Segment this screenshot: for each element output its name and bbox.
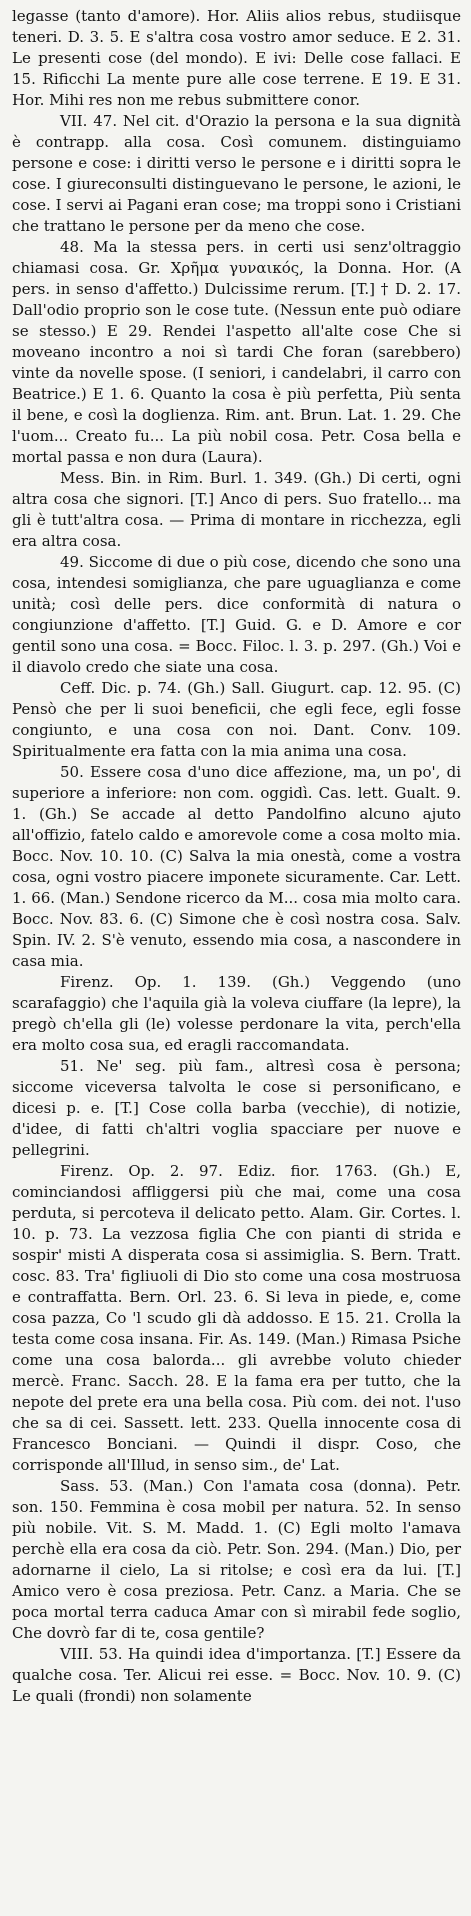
- entry-paragraph-continuation: legasse (tanto d'amore). Hor. Aliis alios rebus, studiisque teneri. D. 3. 5. E s'altra cosa vostro amor seduce. E 2. 31. Le presenti cose (del mondo). E ivi: Delle cose fallaci. E 15. Rificchi La mente pure alle cose terrene. E 19. E 31. Hor. Mihi res non me rebus submittere conor.: [12, 7, 461, 109]
- entry-paragraph-49: 49. Siccome di due o più cose, dicendo che sono una cosa, intendesi somiglianza, che pare uguaglianza e come unità; così delle pers. dice conformità di natura o congiunzione d'affetto. [T.] Guid. G. e D. Amore e cor gentil sono una cosa. = Bocc. Filoc. l. 3. p. 297. (Gh.) Voi e il diavolo credo che siate una cosa.: [12, 553, 461, 676]
- entry-paragraph-48: 48. Ma la stessa pers. in certi usi senz'oltraggio chiamasi cosa. Gr. Χρῆμα γυναικός, la Donna. Hor. (A pers. in senso d'affetto.) Dulcissime rerum. [T.] † D. 2. 17. Dall'odio proprio son le cose tute. (Nessun ente può odiare se stesso.) E 29. Rendei l'aspetto all'alte cose Che si moveano incontro a noi sì tardi Che foran (sarebbero) vinte da novelle spose. (I seniori, i candelabri, il carro con Beatrice.) E 1. 6. Quanto la cosa è più perfetta, Più senta il bene, e così la doglienza. Rim. ant. Brun. Lat. 1. 29. Che l'uom... Creato fu... La più nobil cosa. Petr. Cosa bella e mortal passa e non dura (Laura).: [12, 238, 461, 466]
- entry-paragraph-section-vii-47: VII. 47. Nel cit. d'Orazio la persona e la sua dignità è contrapp. alla cosa. Così comunem. distinguiamo persone e cose: i diritti verso le persone e i diritti sopra le cose. I giureconsulti distinguevano le persone, le azioni, le cose. I servi ai Pagani eran cose; ma troppi sono i Cristiani che trattano le persone per da meno che cose.: [12, 112, 461, 235]
- entry-paragraph-49-citation: Ceff. Dic. p. 74. (Gh.) Sall. Giugurt. cap. 12. 95. (C) Pensò che per li suoi beneficii, che egli fece, egli fosse congiunto, e una cosa con noi. Dant. Conv. 109. Spiritualmente era fatta con la mia anima una cosa.: [12, 679, 461, 760]
- entry-paragraph-51: 51. Ne' seg. più fam., altresì cosa è persona; siccome viceversa talvolta le cose si personificano, e dicesi p. e. [T.] Cose colla barba (vecchie), di notizie, d'idee, di fatti ch'altri voglia spacciare per nuove e pellegrini.: [12, 1057, 461, 1159]
- entry-paragraph-51-citation: Firenz. Op. 2. 97. Ediz. fior. 1763. (Gh.) E, cominciandosi affliggersi più che mai, come una cosa perduta, si percoteva il delicato petto. Alam. Gir. Cortes. l. 10. p. 73. La vezzosa figlia Che con pianti di strida e sospir' misti A disperata cosa si assimiglia. S. Bern. Tratt. cosc. 83. Tra' figliuoli di Dio sto come una cosa mostruosa e contraffatta. Bern. Orl. 23. 6. Si leva in piede, e, come cosa pazza, Co 'l scudo gli dà addosso. E 15. 21. Crolla la testa come cosa insana. Fir. As. 149. (Man.) Rimasa Psiche come una cosa balorda... gli avrebbe voluto chieder mercè. Franc. Sacch. 28. E la fama era per tutto, che la nepote del prete era una bella cosa. Più com. dei not. l'uso che sa di cei. Sassett. lett. 233. Quella innocente cosa di Francesco Bonciani. — Quindi il dispr. Coso, che corrisponde all'Illud, in senso sim., de' Lat.: [12, 1162, 461, 1474]
- entry-paragraph-48-citation: Mess. Bin. in Rim. Burl. 1. 349. (Gh.) Di certi, ogni altra cosa che signori. [T.] Anco di pers. Suo fratello... ma gli è tutt'altra cosa. — Prima di montare in ricchezza, egli era altra cosa.: [12, 469, 461, 550]
- entry-paragraph-section-viii-53: VIII. 53. Ha quindi idea d'importanza. [T.] Essere da qualche cosa. Ter. Alicui rei esse. = Bocc. Nov. 10. 9. (C) Le quali (frondi) non solamente: [12, 1645, 461, 1705]
- entry-paragraph-50-citation: Firenz. Op. 1. 139. (Gh.) Veggendo (uno scarafaggio) che l'aquila già la voleva ciuffare (la lepre), la pregò ch'ella gli (le) volesse perdonare la vita, perch'ella era molto cosa sua, ed eragli raccomandata.: [12, 973, 461, 1054]
- entry-paragraph-50: 50. Essere cosa d'uno dice affezione, ma, un po', di superiore a inferiore: non com. oggidì. Cas. lett. Gualt. 9. 1. (Gh.) Se accade al detto Pandolfino alcuno ajuto all'offizio, fatelo caldo e amorevole come a cosa molto mia. Bocc. Nov. 10. 10. (C) Salva la mia onestà, come a vostra cosa, ogni vostro piacere imponete sicuramente. Car. Lett. 1. 66. (Man.) Sendone ricerco da M... cosa mia molto cara. Bocc. Nov. 83. 6. (C) Simone che è così nostra cosa. Salv. Spin. IV. 2. S'è venuto, essendo mia cosa, a nascondere in casa mia.: [12, 763, 461, 970]
- entry-paragraph-52: Sass. 53. (Man.) Con l'amata cosa (donna). Petr. son. 150. Femmina è cosa mobil per natura. 52. In senso più nobile. Vit. S. M. Madd. 1. (C) Egli molto l'amava perchè ella era cosa da ciò. Petr. Son. 294. (Man.) Dio, per adornarne il cielo, La si ritolse; e così era da lui. [T.] Amico vero è cosa preziosa. Petr. Canz. a Maria. Che se poca mortal terra caduca Amar con sì mirabil fede soglio, Che dovrò far di te, cosa gentile?: [12, 1477, 461, 1642]
